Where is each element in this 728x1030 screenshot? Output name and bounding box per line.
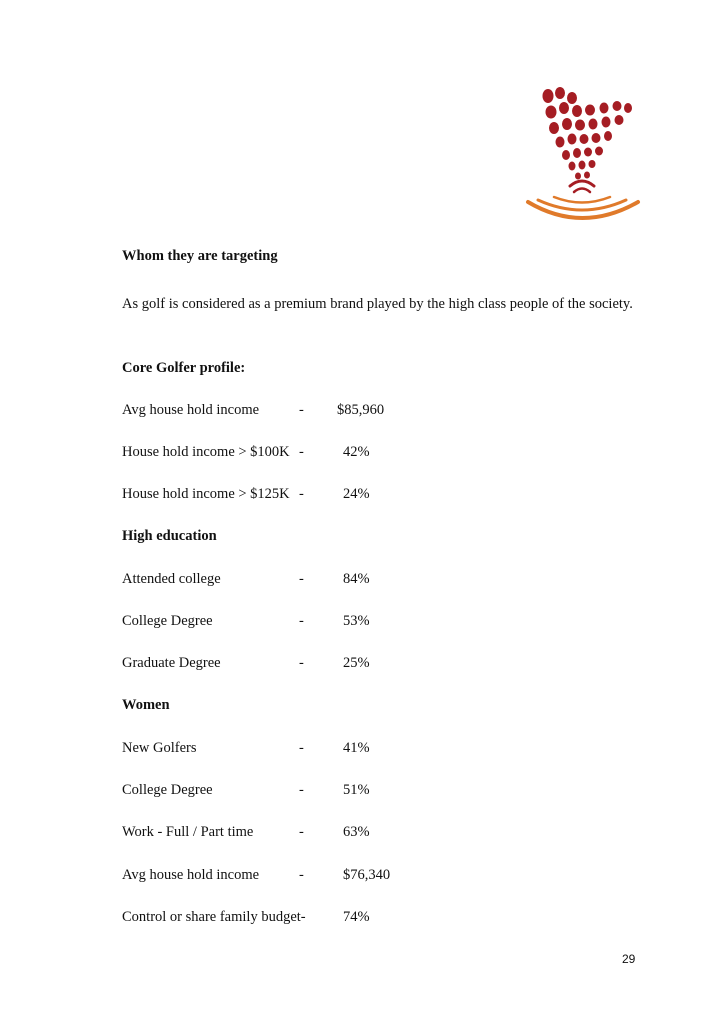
row-label: Control or share family budget- <box>122 909 306 925</box>
row-label: Avg house hold income <box>122 402 260 418</box>
row-label: House hold income > $100K <box>122 444 290 460</box>
row-dash: - <box>299 486 304 502</box>
section-heading: Whom they are targeting <box>122 248 278 264</box>
page-number: 29 <box>622 952 636 966</box>
women-title: Women <box>122 697 170 713</box>
logo-arcs <box>570 181 594 192</box>
golf-logo-icon <box>524 84 642 226</box>
row-label: Attended college <box>122 571 221 587</box>
intro-paragraph: As golf is considered as a premium brand played by the high class people of the society. <box>122 296 633 312</box>
logo-dots <box>543 87 633 180</box>
row-value: 63% <box>343 824 370 840</box>
logo-rings <box>528 197 638 218</box>
row-value: 51% <box>343 782 370 798</box>
row-value: 24% <box>343 486 370 502</box>
row-dash: - <box>299 782 304 798</box>
row-label: Avg house hold income <box>122 867 260 883</box>
row-dash: - <box>299 740 304 756</box>
row-value: $85,960 <box>337 402 385 418</box>
row-value: 42% <box>343 444 370 460</box>
row-label: College Degree <box>122 782 213 798</box>
row-label: House hold income > $125K <box>122 486 290 502</box>
row-value: 74% <box>343 909 370 925</box>
row-value: 84% <box>343 571 370 587</box>
education-title: High education <box>122 528 217 544</box>
core-profile-title: Core Golfer profile: <box>122 360 246 376</box>
row-label: Graduate Degree <box>122 655 221 671</box>
row-dash: - <box>299 655 304 671</box>
row-value: $76,340 <box>343 867 391 883</box>
row-dash: - <box>299 613 304 629</box>
row-value: 53% <box>343 613 370 629</box>
row-value: 25% <box>343 655 370 671</box>
row-value: 41% <box>343 740 370 756</box>
row-dash: - <box>299 824 304 840</box>
row-dash: - <box>299 571 304 587</box>
row-dash: - <box>299 402 304 418</box>
row-dash: - <box>299 867 304 883</box>
row-label: College Degree <box>122 613 213 629</box>
row-label: New Golfers <box>122 740 197 756</box>
row-label: Work - Full / Part time <box>122 824 254 840</box>
row-dash: - <box>299 444 304 460</box>
